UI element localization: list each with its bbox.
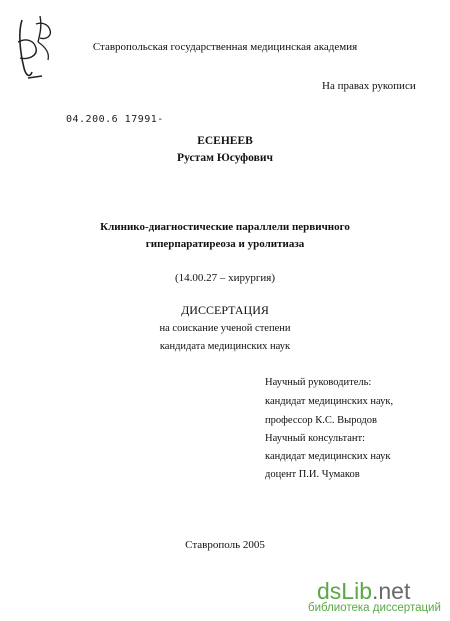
watermark-tagline: библиотека диссертаций (308, 602, 441, 614)
degree-line-2: кандидата медицинских наук (159, 341, 291, 352)
consultant-name: доцент П.И. Чумаков (265, 469, 360, 480)
supervisor-heading: Научный руководитель: (265, 377, 372, 388)
city-year: Ставрополь 2005 (185, 539, 265, 551)
supervisor-degree: кандидат медицинских наук, (265, 396, 394, 407)
supervisor-name: профессор К.С. Выродов (265, 415, 377, 426)
inventory-stamp: 04.200.6 17991- (66, 114, 164, 125)
watermark-logo-tld: .net (371, 578, 411, 604)
work-type: ДИССЕРТАЦИЯ (181, 303, 269, 317)
watermark-logo[interactable] (317, 578, 410, 605)
thesis-title-line-1: Клинико-диагностические параллели первичного (100, 221, 350, 233)
academy-name: Ставропольская государственная медицинская академия (92, 41, 358, 53)
specialty-code: (14.00.27 – хирургия) (174, 272, 276, 284)
consultant-degree: кандидат медицинских наук (265, 451, 391, 462)
watermark-logo-main: dsLib (317, 578, 372, 604)
consultant-heading: Научный консультант: (265, 433, 366, 444)
thesis-title-line-2: гиперпаратиреоза и уролитиаза (145, 238, 305, 250)
author-surname: ЕСЕНЕЕВ (197, 135, 253, 147)
author-name: Рустам Юсуфович (177, 152, 273, 164)
manuscript-rights: На правах рукописи (322, 80, 416, 92)
degree-line-1: на соискание ученой степени (159, 323, 291, 334)
